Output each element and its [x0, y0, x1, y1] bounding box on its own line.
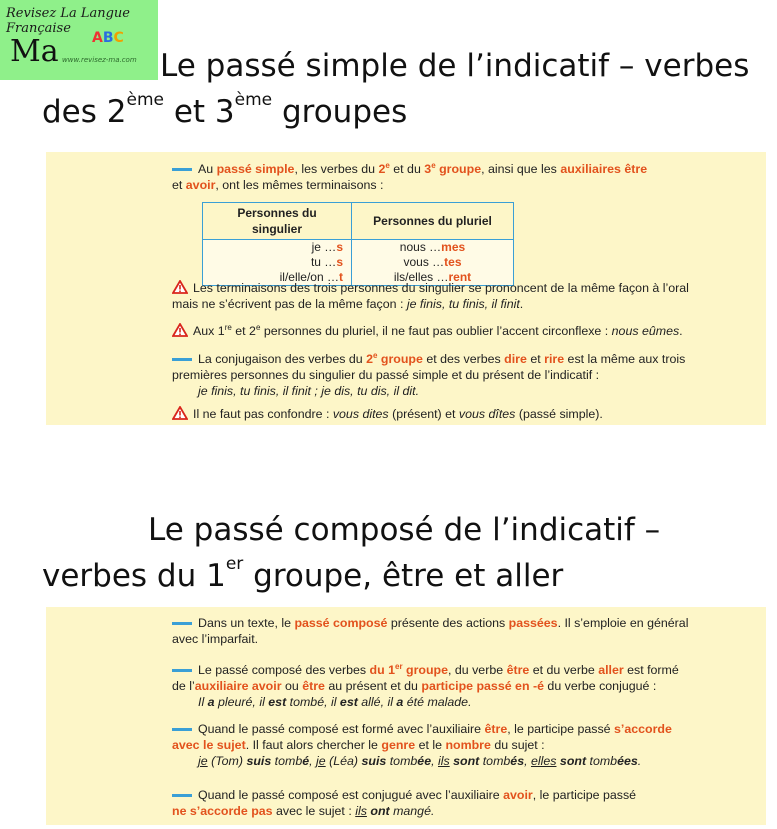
rule-actions-passees: Dans un texte, le passé composé présente des actions passées. Il s’emploie en général avec l’imparfait. — [172, 616, 689, 646]
section1-title-line2: des 2ème et 3ème groupes — [42, 90, 408, 130]
table-row: je …s nous …mes — [203, 240, 514, 256]
logo-text: Ma — [10, 34, 59, 69]
section1-title-line1: Le passé simple de l’indicatif – verbes — [160, 48, 750, 84]
warning-prononciation: Les terminaisons des trois personnes du singulier se prononcent de la même façon à l’oral mais ne s’écrivent pas de la même façon : je finis, tu finis, il finit. — [172, 281, 689, 311]
rule-deuxieme-groupe: La conjugaison des verbes du 2e groupe et des verbes dire et rire est la même aux trois premières personnes du singulier du passé simple et du présent de l’indicatif : je finis, tu finis, il finit ; je dis, tu dis, il dit. — [172, 351, 686, 399]
table-row: il/elle/on …t ils/elles …rent — [203, 270, 514, 286]
bullet-dash-icon — [172, 794, 192, 797]
table-header-pluriel: Personnes du pluriel — [352, 203, 514, 240]
section2-title-line2: verbes du 1er groupe, être et aller — [42, 554, 564, 594]
section2-title-line1: Le passé composé de l’indicatif – — [148, 512, 661, 548]
logo-site: www.revisez-ma.com — [62, 56, 137, 64]
bullet-dash-icon — [172, 358, 192, 361]
warning-icon — [172, 280, 188, 294]
warning-icon — [172, 323, 188, 337]
bullet-dash-icon — [172, 728, 192, 731]
warning-accent: Aux 1re et 2e personnes du pluriel, il ne faut pas oublier l’accent circonflexe : nous eûmes. — [172, 320, 758, 339]
bullet-dash-icon — [172, 622, 192, 625]
table-row: tu …s vous …tes — [203, 255, 514, 270]
warning-icon — [172, 406, 188, 420]
rule-accord-avoir: Quand le passé composé est conjugué avec l’auxiliaire avoir, le participe passé ne s’accorde pas avec le sujet : ils ont mangé. — [172, 788, 637, 818]
site-logo — [0, 0, 158, 80]
logo-tagline: Revisez La Langue Française — [6, 6, 130, 36]
bullet-dash-icon — [172, 168, 192, 171]
warning-dites: Il ne faut pas confondre : vous dites (présent) et vous dîtes (passé simple). — [172, 406, 758, 422]
logo-abc: ABC — [92, 30, 124, 46]
rule-terminaisons: Au passé simple, les verbes du 2e et du 3e groupe, ainsi que les auxiliaires être et avoir, ont les mêmes terminaisons : — [172, 161, 648, 193]
table-header-singulier: Personnes du singulier — [203, 203, 352, 240]
passe-compose-panel — [46, 607, 766, 825]
rule-accord-etre: Quand le passé composé est formé avec l’auxiliaire être, le participe passé s’accorde avec le sujet. Il faut alors chercher le genre et le nombre du sujet : je (Tom) suis tombé, je (Léa) suis tombée, ils sont tombés, elles sont tombées. — [172, 722, 672, 768]
bullet-dash-icon — [172, 669, 192, 672]
passe-simple-panel — [46, 152, 766, 425]
rule-formation: Le passé composé des verbes du 1er groupe, du verbe être et du verbe aller est formé de l’auxiliaire avoir ou être au présent et du participe passé en -é du verbe conjugué : Il a pleuré, il est tombé, il est allé, il a été malade. — [172, 662, 679, 710]
terminaisons-table — [202, 202, 514, 286]
